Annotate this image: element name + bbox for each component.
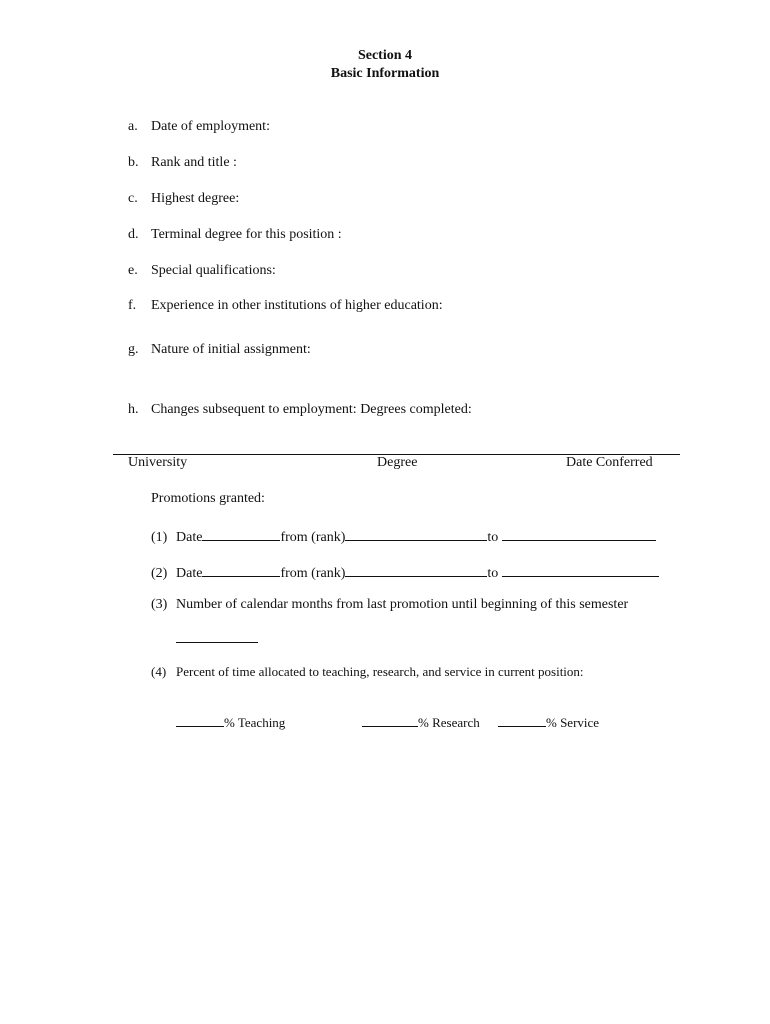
promotion-row-3 <box>151 596 628 614</box>
teaching-percent-blank[interactable] <box>176 712 224 727</box>
service-percent-blank[interactable] <box>498 712 546 727</box>
item-special-qualifications <box>128 262 276 280</box>
item-highest-degree <box>128 190 239 208</box>
item-label: Special qualifications: <box>151 263 276 278</box>
item-label: Highest degree: <box>151 191 240 206</box>
col-header-degree: Degree <box>377 455 418 470</box>
item-terminal-degree <box>128 226 342 244</box>
from-rank-blank[interactable] <box>345 562 487 577</box>
date-label: Date <box>176 530 203 545</box>
months-blank-line <box>176 628 258 649</box>
promotions-heading: Promotions granted: <box>151 491 265 506</box>
promotion-row-1 <box>151 526 656 547</box>
page-title: Basic Information <box>330 66 440 81</box>
promotion-number: (3) <box>151 597 168 612</box>
promotion-number: (2) <box>151 566 168 581</box>
from-rank-blank[interactable] <box>345 526 487 541</box>
teaching-label: % Teaching <box>224 715 286 730</box>
item-letter: b. <box>128 155 139 170</box>
from-rank-label: from (rank) <box>280 530 346 545</box>
item-letter: c. <box>128 191 138 206</box>
time-allocation-label: Percent of time allocated to teaching, research, and service in current position: <box>176 664 584 679</box>
promotion-row-4 <box>151 663 584 681</box>
item-letter: g. <box>128 342 139 357</box>
to-rank-blank[interactable] <box>502 562 659 577</box>
months-blank[interactable] <box>176 628 258 643</box>
item-label: Terminal degree for this position : <box>151 227 342 242</box>
date-label: Date <box>176 566 203 581</box>
item-letter: d. <box>128 227 139 242</box>
teaching-allocation <box>176 712 285 732</box>
to-label: to <box>487 530 499 545</box>
item-letter: h. <box>128 402 139 417</box>
item-letter: a. <box>128 119 138 134</box>
col-header-university: University <box>128 455 188 470</box>
research-allocation <box>362 712 480 732</box>
item-experience-other-institutions <box>128 297 443 315</box>
to-rank-blank[interactable] <box>502 526 656 541</box>
item-label: Rank and title : <box>151 155 237 170</box>
months-since-promotion-label: Number of calendar months from last promotion until beginning of this semester <box>176 597 629 612</box>
from-rank-label: from (rank) <box>280 566 346 581</box>
item-label: Experience in other institutions of higher education: <box>151 298 443 313</box>
item-label: Nature of initial assignment: <box>151 342 311 357</box>
to-label: to <box>487 566 499 581</box>
item-changes-subsequent <box>128 401 472 419</box>
date-blank[interactable] <box>202 526 280 541</box>
service-label: % Service <box>546 715 600 730</box>
section-number: Section 4 <box>357 48 413 63</box>
date-blank[interactable] <box>202 562 280 577</box>
item-letter: f. <box>128 298 137 313</box>
research-label: % Research <box>418 715 480 730</box>
item-rank-and-title <box>128 154 237 172</box>
service-allocation <box>498 712 599 732</box>
item-label: Date of employment: <box>151 119 270 134</box>
item-label: Changes subsequent to employment: Degrees completed: <box>151 402 472 417</box>
promotion-number: (1) <box>151 530 168 545</box>
item-letter: e. <box>128 263 138 278</box>
item-date-of-employment <box>128 118 270 136</box>
research-percent-blank[interactable] <box>362 712 418 727</box>
promotion-number: (4) <box>151 664 167 679</box>
promotion-row-2 <box>151 562 659 583</box>
item-initial-assignment <box>128 341 311 359</box>
col-header-date-conferred: Date Conferred <box>566 455 653 470</box>
